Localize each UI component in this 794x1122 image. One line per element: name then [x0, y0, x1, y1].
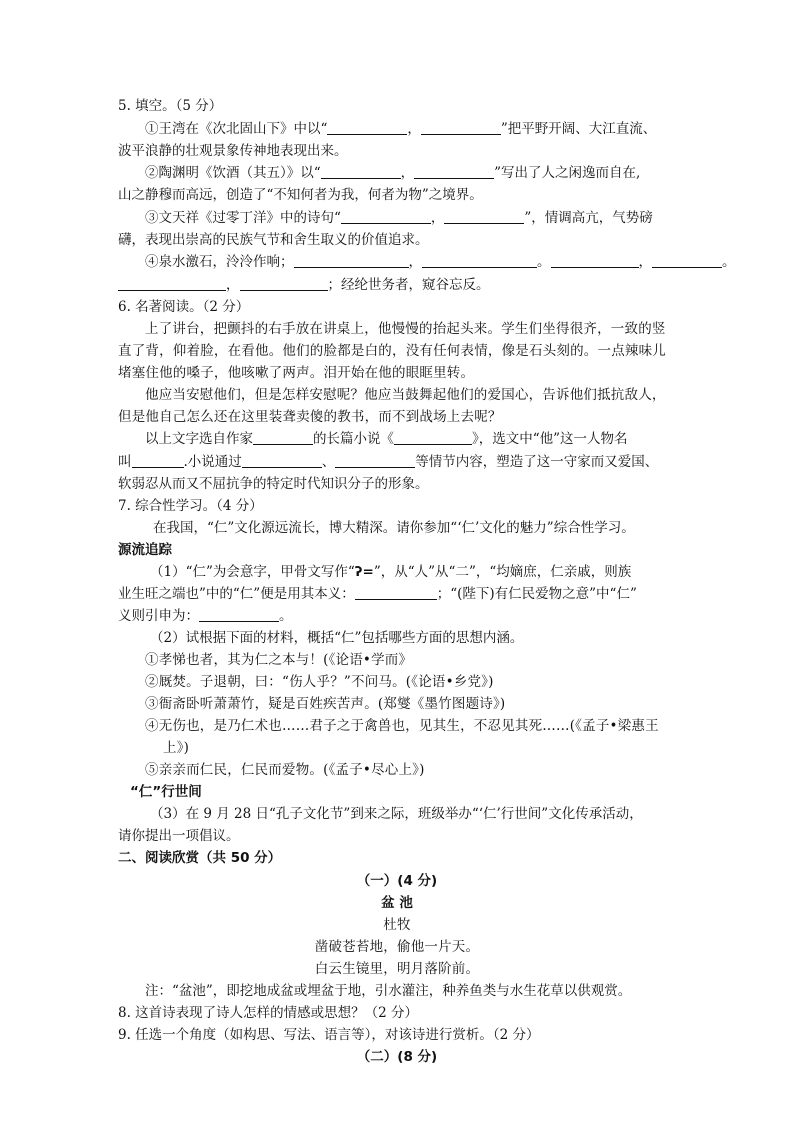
answer-blank[interactable]: [414, 164, 494, 179]
answer-blank[interactable]: [341, 209, 431, 224]
answer-blank[interactable]: [240, 276, 328, 291]
q5-item2-line2: 山之静穆而高远，创造了“不知何者为我，何者为物”之境界。: [118, 187, 483, 203]
answer-blank[interactable]: [335, 453, 415, 468]
answer-blank[interactable]: [294, 253, 409, 268]
answer-blank[interactable]: [242, 453, 322, 468]
q6-passage-line: 上了讲台，把颤抖的右手放在讲桌上，他慢慢的抬起头来。学生们坐得很齐，一致的竖: [145, 321, 666, 337]
answer-blank[interactable]: [199, 607, 279, 622]
answer-blank[interactable]: [118, 276, 226, 291]
q7-s3-line1: （3）在 9 月 28 日“孔子文化节”到来之际，班级举办“‘仁’行世间”文化传承活动，: [150, 806, 643, 822]
q5-item3-line1: ③文天祥《过零丁洋》中的诗句“ ， ”，情调高亢，气势磅: [145, 210, 653, 226]
q6-question-line3: 软弱忍从而又不屈抗争的特定时代知识分子的形象。: [118, 476, 429, 492]
answer-blank[interactable]: [321, 164, 401, 179]
poem-line: 白云生镜里，明月落阶前。: [314, 961, 480, 977]
q5-title: 5. 填空。（5 分）: [118, 98, 223, 114]
section-heading-origin: 源流追踪: [118, 542, 172, 558]
answer-blank[interactable]: [253, 430, 313, 445]
answer-blank[interactable]: [394, 430, 472, 445]
q6-passage-line: 但是他自己怎么还在这里装聋卖傻的教书，而不到战场上去呢？: [118, 409, 502, 425]
q7-s1-line1: （1）“仁”为会意字，甲骨文写作“ʔ=”，从“人”从“二”，“均嫡庶，仁亲戚，则族: [150, 564, 632, 580]
q6-passage-line: 他应当安慰他们，但是怎样安慰呢？他应当鼓舞起他们的爱国心，告诉他们抵抗敌人，: [145, 387, 666, 403]
answer-blank[interactable]: [355, 585, 437, 600]
answer-blank[interactable]: [422, 253, 537, 268]
q5-item4-line2: ， ；经纶世务者，窥谷忘反。: [118, 276, 490, 294]
q6-passage-line: 直了背，仰着脸，在看他。他们的脸都是白的，没有任何表情，像是石头刻的。一点辣味儿: [118, 343, 666, 359]
poem-line: 凿破苍苔地，偷他一片天。: [314, 939, 480, 955]
answer-blank[interactable]: [421, 120, 501, 135]
q5-item1-line1: ①王湾在《次北固山下》中以“ ， ”把平野开阔、大江直流、: [145, 121, 657, 137]
q5-item1-line2: 波平浪静的壮观景象传神地表现出来。: [118, 143, 348, 159]
q6-question-line1: 以上文字选自作家 的长篇小说《 》，选文中“他”这一人物名: [145, 431, 628, 447]
poem-title: 盆 池: [381, 895, 413, 911]
q5-item3-line2: 礴，表现出崇高的民族气节和舍生取义的价值追求。: [118, 232, 429, 248]
answer-blank[interactable]: [132, 453, 184, 468]
section-heading-practice: “仁”行世间: [130, 784, 202, 800]
q6-passage-line: 堵塞住他的嗓子，他咳嗽了两声。泪开始在他的眼眶里转。: [118, 365, 475, 381]
answer-blank[interactable]: [652, 253, 722, 268]
q7-title: 7. 综合性学习。（4 分）: [118, 498, 263, 514]
answer-blank[interactable]: [327, 120, 407, 135]
q7-s2-prompt: （2）试根据下面的材料，概括“仁”包括哪些方面的思想内涵。: [150, 630, 524, 646]
q7-material: ⑤亲亲而仁民，仁民而爱物。(《孟子•尽心上》): [145, 762, 425, 778]
q7-material: 上》): [163, 740, 190, 756]
answer-blank[interactable]: [444, 209, 524, 224]
q7-material: ④无伤也，是乃仁术也……君子之于禽兽也，见其生，不忍见其死……(《孟子•梁惠王: [145, 718, 659, 734]
q7-s1-line3: 义则引申为： 。: [118, 608, 293, 624]
q8-prompt: 8. 这首诗表现了诗人怎样的情感或思想？（2 分）: [118, 1005, 419, 1021]
q7-material: ②厩焚。子退朝，曰：“伤人乎？”不问马。(《论语•乡党》): [145, 674, 494, 690]
q7-material: ③衙斋卧听萧萧竹，疑是百姓疾苦声。(郑燮《墨竹图题诗》): [145, 696, 506, 712]
q6-title: 6. 名著阅读。（2 分）: [118, 299, 250, 315]
poem-note: 注：“盆池”，即挖地成盆或埋盆于地，引水灌注，种养鱼类与水生花草以供观赏。: [145, 983, 632, 999]
part2-sub2: （二）(8 分): [356, 1049, 438, 1065]
poem-author: 杜牧: [383, 917, 411, 933]
q6-question-line2: 叫 .小说通过 、 等情节内容，塑造了这一守家而又爱国、: [118, 454, 659, 470]
q7-s3-line2: 请你提出一项倡议。: [118, 828, 240, 844]
oracle-bone-glyph: ʔ=: [354, 564, 374, 580]
q5-item4-line1: ④泉水激石，泠泠作响； ， 。 ， 。: [145, 254, 736, 270]
q5-item2-line1: ②陶渊明《饮酒（其五）》以“ ， ”写出了人之闲逸而自在,: [145, 165, 641, 181]
q9-prompt: 9. 任选一个角度（如构思、写法、语言等），对该诗进行赏析。（2 分）: [118, 1027, 540, 1043]
part2-sub1: （一）(4 分): [356, 873, 438, 889]
answer-blank[interactable]: [551, 253, 639, 268]
q7-material: ①孝悌也者，其为仁之本与！(《论语•学而》: [145, 652, 413, 668]
part2-title: 二、阅读欣赏（共 50 分）: [118, 850, 282, 866]
q7-s1-line2: 业生旺之端也”中的“仁”便是用其本义： ；“(陛下)有仁民爱物之意”中“仁”: [118, 586, 637, 602]
q7-intro: 在我国，“仁”文化源远流长，博大精深。请你参加“‘仁’文化的魅力”综合性学习。: [153, 520, 635, 536]
